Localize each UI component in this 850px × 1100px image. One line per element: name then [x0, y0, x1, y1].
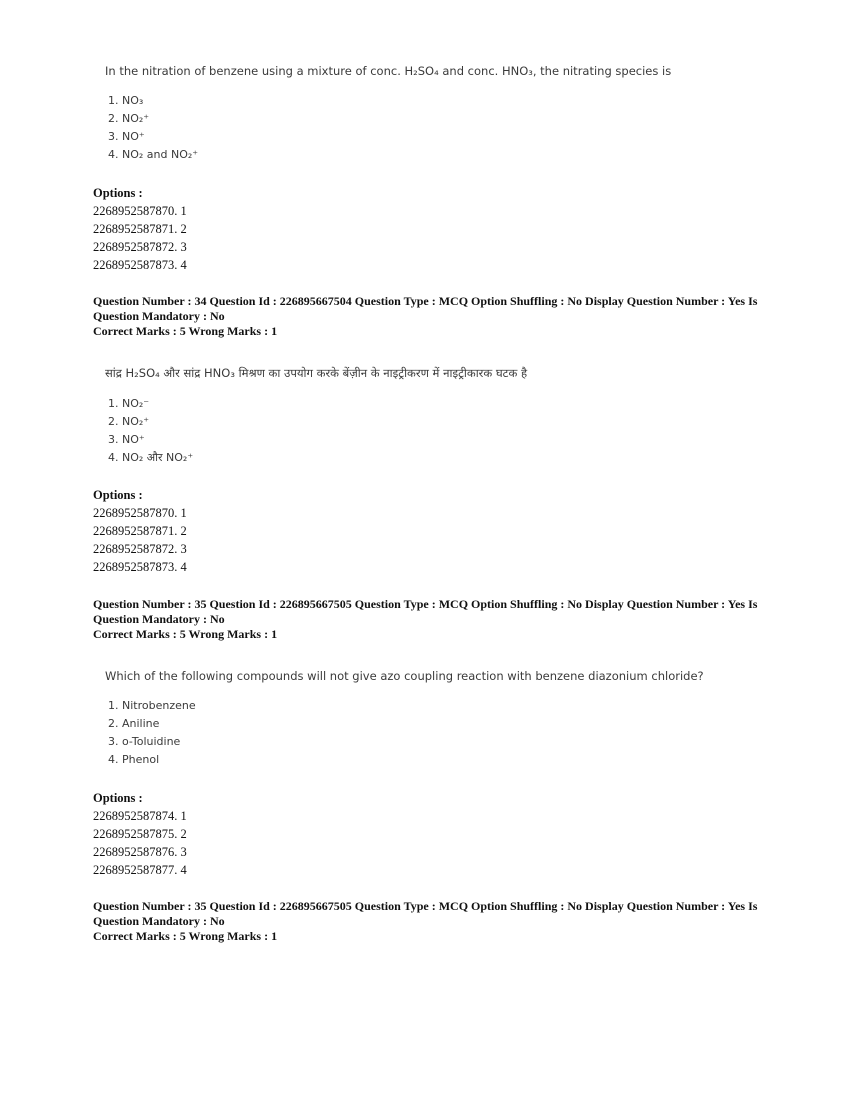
choice-item: 3. NO⁺: [108, 433, 145, 446]
meta-line: Correct Marks : 5 Wrong Marks : 1: [93, 324, 278, 338]
meta-line: Question Mandatory : No: [93, 309, 225, 323]
option-id: 2268952587877. 4: [93, 863, 187, 877]
meta-line: Correct Marks : 5 Wrong Marks : 1: [93, 929, 278, 943]
choice-list: [108, 395, 193, 467]
choice-list: [108, 92, 198, 164]
choice-list: [108, 697, 196, 769]
options-block: [93, 789, 187, 879]
choice-item: 1. NO₂⁻: [108, 397, 150, 410]
option-id: 2268952587874. 1: [93, 809, 187, 823]
choice-item: 2. NO₂⁺: [108, 112, 150, 125]
question-meta: [93, 294, 763, 339]
option-id: 2268952587873. 4: [93, 258, 187, 272]
option-id: 2268952587876. 3: [93, 845, 187, 859]
choice-item: 4. NO₂ and NO₂⁺: [108, 148, 199, 161]
options-heading: Options :: [93, 186, 143, 200]
question-meta: [93, 899, 763, 944]
option-id: 2268952587871. 2: [93, 222, 187, 236]
question-text: सांद्र H₂SO₄ और सांद्र HNO₃ मिश्रण का उपयोग करके बेंज़ीन के नाइट्रीकरण में नाइट्रीकारक घटक है: [105, 366, 528, 380]
question-meta: [93, 597, 763, 642]
choice-item: 4. NO₂ और NO₂⁺: [108, 451, 194, 464]
choice-item: 2. NO₂⁺: [108, 415, 150, 428]
choice-item: 3. o-Toluidine: [108, 735, 181, 748]
meta-line: Correct Marks : 5 Wrong Marks : 1: [93, 627, 278, 641]
option-id: 2268952587871. 2: [93, 524, 187, 538]
options-block: [93, 184, 187, 274]
question-text: In the nitration of benzene using a mixture of conc. H₂SO₄ and conc. HNO₃, the nitrating species is: [105, 64, 672, 78]
question-text: Which of the following compounds will not give azo coupling reaction with benzene diazonium chloride?: [105, 669, 704, 683]
options-heading: Options :: [93, 791, 143, 805]
choice-item: 1. NO₃: [108, 94, 144, 107]
option-id: 2268952587870. 1: [93, 204, 187, 218]
meta-line: Question Mandatory : No: [93, 612, 225, 626]
meta-line: Question Mandatory : No: [93, 914, 225, 928]
option-id: 2268952587870. 1: [93, 506, 187, 520]
options-heading: Options :: [93, 488, 143, 502]
meta-line: Question Number : 35 Question Id : 226895667505 Question Type : MCQ Option Shuffling : No Display Question Number : Yes Is: [93, 899, 758, 913]
meta-line: Question Number : 34 Question Id : 226895667504 Question Type : MCQ Option Shuffling : No Display Question Number : Yes Is: [93, 294, 758, 308]
choice-item: 2. Aniline: [108, 717, 160, 730]
options-block: [93, 486, 187, 576]
option-id: 2268952587872. 3: [93, 542, 187, 556]
choice-item: 3. NO⁺: [108, 130, 145, 143]
option-id: 2268952587875. 2: [93, 827, 187, 841]
choice-item: 4. Phenol: [108, 753, 160, 766]
option-id: 2268952587873. 4: [93, 560, 187, 574]
meta-line: Question Number : 35 Question Id : 226895667505 Question Type : MCQ Option Shuffling : No Display Question Number : Yes Is: [93, 597, 758, 611]
choice-item: 1. Nitrobenzene: [108, 699, 196, 712]
option-id: 2268952587872. 3: [93, 240, 187, 254]
